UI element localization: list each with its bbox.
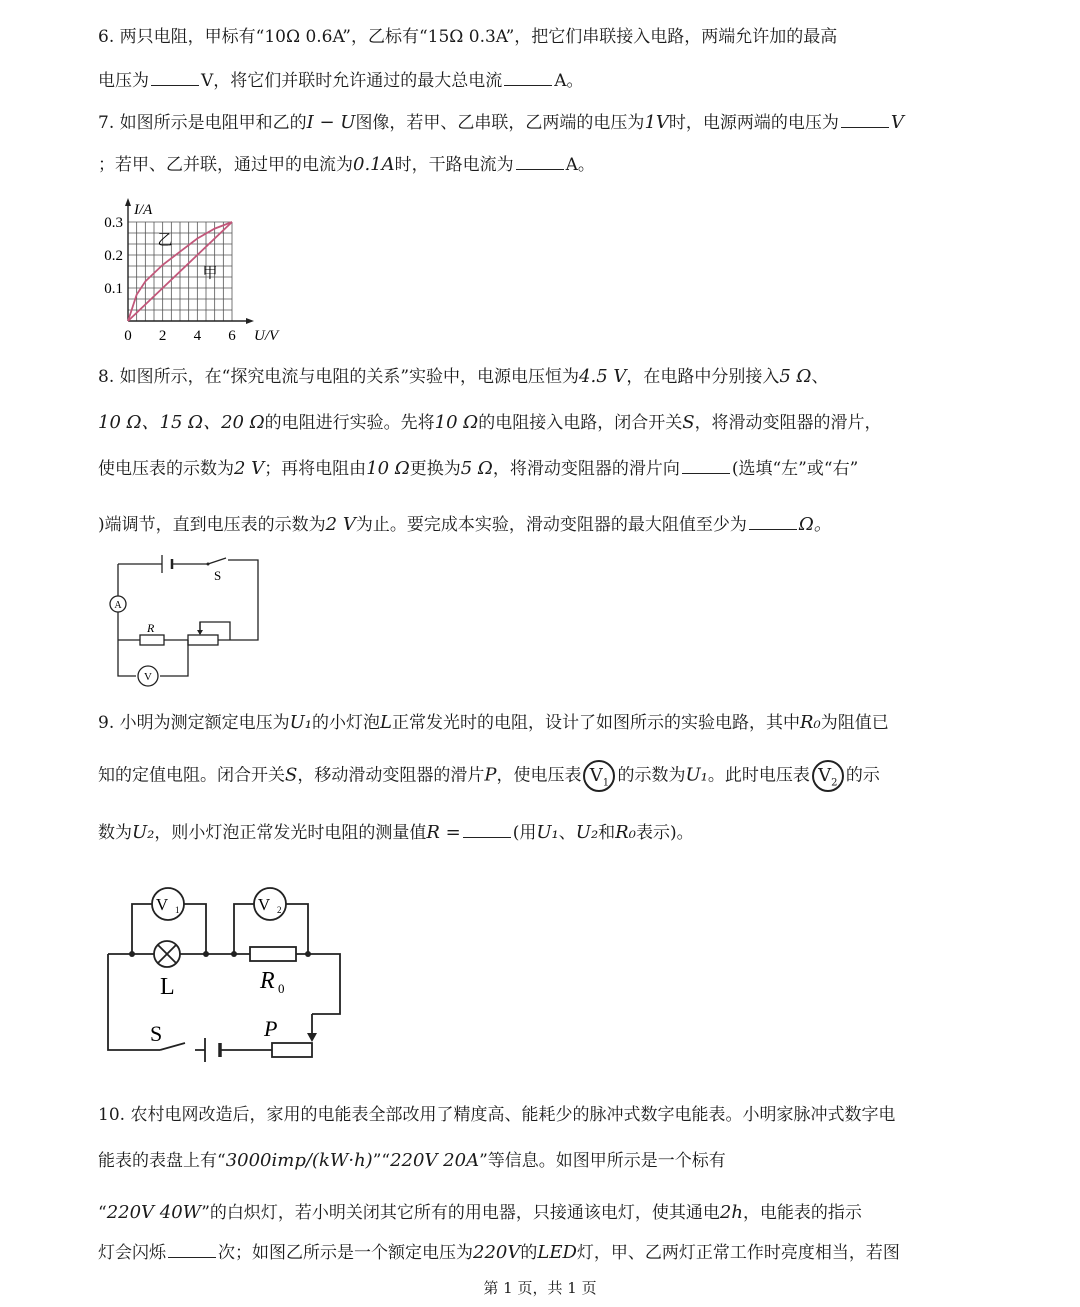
v1-label: V <box>155 895 169 914</box>
q10-line-2 <box>98 1146 726 1171</box>
q6-blank-current[interactable] <box>504 71 552 86</box>
x-tick-label: 2 <box>158 328 167 344</box>
switch-label: S <box>214 568 222 583</box>
q8-text: ，在电路中分别接入 <box>626 367 780 387</box>
q9-math: U₁ <box>536 822 559 843</box>
y-axis-label: I/A <box>134 202 153 218</box>
voltmeter-v1-icon: $V_1$ <box>583 760 615 792</box>
q10-text: 次；如图乙所示是一个额定电压为 <box>218 1243 473 1263</box>
voltmeter-label: V <box>144 671 152 683</box>
q10-text: 的 <box>520 1243 538 1263</box>
q10-math: 2h <box>719 1202 743 1223</box>
q9-line-2 <box>98 760 880 792</box>
rheostat <box>272 1043 312 1057</box>
q7-text: 时，干路电流为 <box>394 155 514 175</box>
y-tick-label: 0.1 <box>104 281 123 297</box>
rheostat <box>188 635 218 645</box>
q10-math: 3000imp/(kW·h) <box>225 1150 373 1171</box>
q8-text: 使电压表的示数为 <box>98 459 234 479</box>
q9-circuit-diagram <box>100 878 350 1063</box>
q8-blank-direction[interactable] <box>682 459 730 474</box>
q8-math: 2 V <box>234 458 265 479</box>
q8-text: 为止。要完成本实验，滑动变阻器的最大阻值至少为 <box>355 515 747 535</box>
q8-line-4 <box>98 510 832 536</box>
q7-blank-voltage[interactable] <box>841 113 889 128</box>
q6-line-2 <box>98 66 584 91</box>
q7-line-2 <box>98 150 595 175</box>
y-tick-label: 0.2 <box>104 248 123 264</box>
q6-text: 电压为 <box>98 71 149 91</box>
resistor-r <box>140 635 164 645</box>
q10-text: ”“ <box>372 1151 391 1171</box>
q10-text: ”的白炽灯，若小明关闭其它所有的用电器，只接通该电灯，使其通电 <box>201 1203 720 1223</box>
switch-label: S <box>150 1021 163 1046</box>
q7-text: 时，电源两端的电压为 <box>668 113 839 133</box>
q8-math: 10 Ω、15 Ω、20 Ω <box>98 412 265 433</box>
q8-math: S <box>682 412 695 433</box>
x-tick-label: 6 <box>228 328 236 344</box>
junction <box>305 951 311 957</box>
q8-text: ，将滑动变阻器的滑片向 <box>492 459 680 479</box>
slider-arrow <box>197 630 203 635</box>
q10-text: ，电能表的指示 <box>742 1203 862 1223</box>
v1-sub: 1 <box>175 905 180 915</box>
q7-math: 1V <box>644 112 669 133</box>
v2-sub: 2 <box>277 905 282 915</box>
q6-text: V，将它们并联时允许通过的最大总电流 <box>201 71 503 91</box>
slider-arrow <box>307 1033 317 1042</box>
r0-label: R <box>260 968 275 994</box>
q8-math: 10 Ω <box>434 412 479 433</box>
q9-text: ，使电压表 <box>496 765 582 786</box>
q9-text: 和 <box>598 823 616 843</box>
q9-text: 。此时电压表 <box>707 765 810 786</box>
q9-blank-resistance[interactable] <box>463 823 511 838</box>
q8-text: 8. 如图所示，在“探究电流与电阻的关系”实验中，电源电压恒为 <box>98 367 580 387</box>
q9-math: L <box>380 712 392 733</box>
q8-math: 5 Ω <box>460 458 493 479</box>
q10-line-4 <box>98 1238 900 1263</box>
q9-text: ，移动滑动变阻器的滑片 <box>297 765 485 786</box>
q8-text: )端调节，直到电压表的示数为 <box>98 515 326 535</box>
q8-text: ，将滑动变阻器的滑片， <box>694 413 882 433</box>
q7-math: 0.1A <box>353 154 395 175</box>
wire <box>118 560 258 676</box>
ammeter-label: A <box>114 600 122 611</box>
q8-math: 5 Ω <box>779 366 812 387</box>
q8-text: 更换为 <box>409 459 461 479</box>
q9-text: ，则小灯泡正常发光时电阻的测量值 <box>154 823 427 843</box>
q9-math: P <box>484 764 497 786</box>
x-tick-label: 0 <box>124 328 132 344</box>
lamp-label: L <box>160 974 175 1000</box>
resistor-r0 <box>250 947 296 961</box>
v2-label: V <box>257 895 271 914</box>
q8-text: ；再将电阻由 <box>264 459 367 479</box>
q7-text: ；若甲、乙并联，通过甲的电流为 <box>98 155 353 175</box>
wire <box>108 904 340 1050</box>
q9-line-1 <box>98 708 889 733</box>
q10-blank-flashes[interactable] <box>168 1243 216 1258</box>
q9-text: 9. 小明为测定额定电压为 <box>98 713 290 733</box>
q9-text: 的小灯泡 <box>312 713 381 733</box>
q6-line-1: 6. 两只电阻，甲标有“10Ω 0.6A”，乙标有“15Ω 0.3A”，把它们串联接入电路，两端允许加的最高 <box>98 27 838 47</box>
q8-math: 4.5 V <box>579 366 627 387</box>
q8-math: 2 V <box>325 514 356 535</box>
x-axis-label: U/V <box>254 328 279 344</box>
q10-text: ”等信息。如图甲所示是一个标有 <box>479 1151 726 1171</box>
q10-line-3 <box>98 1198 862 1223</box>
switch-pivot <box>207 563 210 566</box>
q9-text: 为阻值已 <box>820 713 889 733</box>
iu-chart <box>92 188 302 348</box>
r0-sub: 0 <box>278 981 285 996</box>
q8-text: 的电阻接入电路，闭合开关 <box>478 413 683 433</box>
q6-text: A。 <box>554 71 584 91</box>
y-axis-arrow <box>125 198 131 206</box>
q8-math: 10 Ω <box>366 458 410 479</box>
q10-text: 灯，甲、乙两灯正常工作时亮度相当，若图 <box>576 1243 900 1263</box>
q8-circuit-diagram <box>100 552 270 692</box>
q9-math: U₂ <box>575 822 599 843</box>
q7-line-1 <box>98 108 904 133</box>
q10-text: 能表的表盘上有“ <box>98 1151 226 1171</box>
q9-math: U₂ <box>132 822 155 843</box>
q9-text: (用 <box>512 823 537 843</box>
series-label-yi: 乙 <box>157 232 173 249</box>
switch-blade <box>208 558 226 564</box>
q10-text: “ <box>98 1203 107 1223</box>
q7-text: A。 <box>565 155 595 175</box>
q9-math: R₀ <box>615 822 636 843</box>
q9-text: 表示)。 <box>635 823 694 843</box>
q9-text: 的示 <box>845 765 880 786</box>
resistor-label: R <box>147 621 155 635</box>
q9-math: R₀ <box>799 712 821 733</box>
q10-math: 220V 20A <box>390 1150 480 1171</box>
q9-text: 、 <box>558 823 576 843</box>
y-tick-label: 0.3 <box>104 215 123 231</box>
q8-line-3 <box>98 454 858 479</box>
q9-math: S <box>285 764 298 786</box>
q8-line-2 <box>98 408 882 434</box>
series-label-jia: 甲 <box>202 265 218 282</box>
q8-text: 、 <box>811 367 829 387</box>
junction <box>129 951 135 957</box>
q9-line-3 <box>98 818 694 843</box>
q9-text: 正常发光时的电阻，设计了如图所示的实验电路，其中 <box>391 713 800 733</box>
voltmeter-v2-icon: $V_2$ <box>812 760 844 792</box>
q8-math: Ω。 <box>798 514 832 535</box>
q7-math: I − U <box>306 112 356 133</box>
junction <box>231 951 237 957</box>
q10-text: 灯会闪烁 <box>98 1243 166 1263</box>
q6-blank-voltage[interactable] <box>151 71 199 86</box>
q10-math: 220V <box>473 1242 521 1263</box>
q10-line-1: 10. 农村电网改造后，家用的电能表全部改用了精度高、能耗少的脉冲式数字电能表。小明家脉冲式数字电 <box>98 1105 896 1125</box>
junction <box>203 951 209 957</box>
q10-math: 220V 40W <box>106 1202 202 1223</box>
q9-math: U₁ <box>685 764 708 786</box>
q7-text: 7. 如图所示是电阻甲和乙的 <box>98 113 307 133</box>
q9-math: R = <box>426 822 461 843</box>
q7-blank-current[interactable] <box>516 155 564 170</box>
q8-line-1 <box>98 362 828 387</box>
q9-text: 知的定值电阻。闭合开关 <box>98 765 285 786</box>
q8-text: (选填“左”或“右” <box>731 459 859 479</box>
q8-blank-resistance[interactable] <box>749 515 797 530</box>
x-axis-arrow <box>246 318 254 324</box>
q9-text: 数为 <box>98 823 132 843</box>
q8-text: 的电阻进行实验。先将 <box>264 413 435 433</box>
p-label: P <box>264 1016 278 1041</box>
q10-math: LED <box>537 1242 577 1263</box>
q9-text: 的示数为 <box>617 765 686 786</box>
x-tick-label: 4 <box>193 328 202 344</box>
q7-text: 图像，若甲、乙串联，乙两端的电压为 <box>355 113 645 133</box>
page-footer: 第 1 页，共 1 页 <box>483 1279 597 1297</box>
q7-math: V <box>890 112 904 133</box>
q9-math: U₁ <box>289 712 313 733</box>
